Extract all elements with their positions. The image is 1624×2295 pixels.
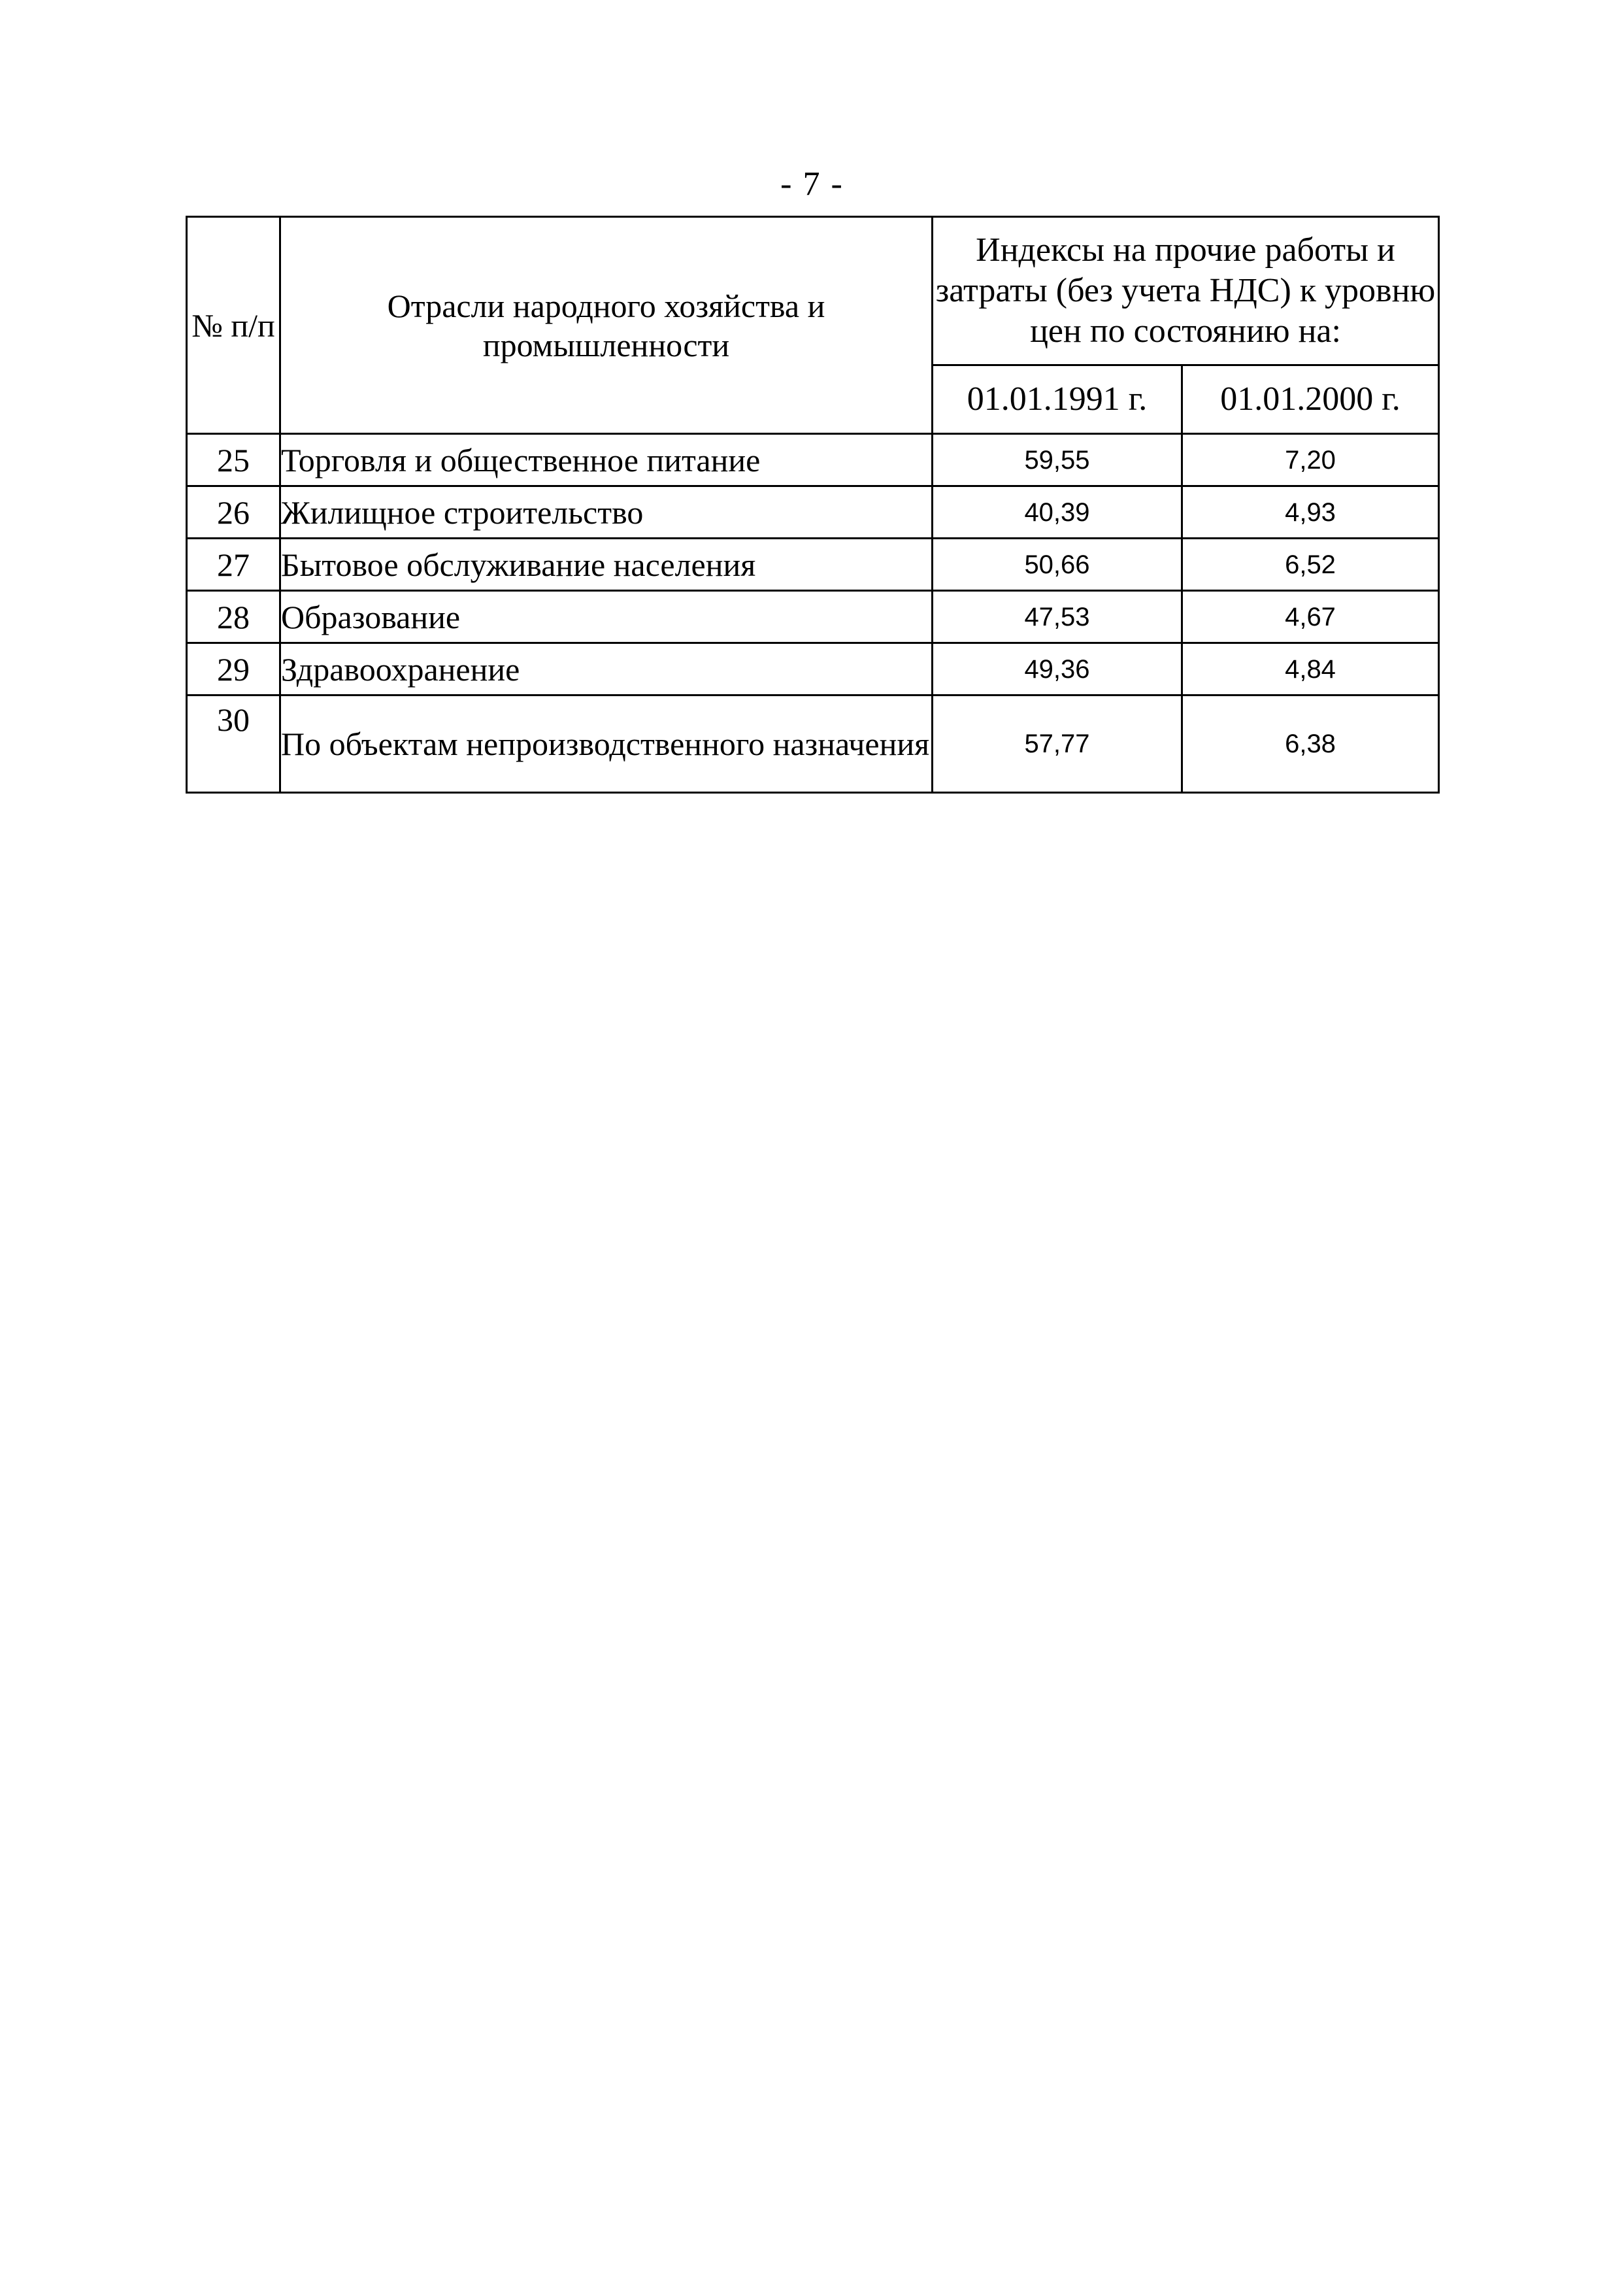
table-row — [187, 486, 1439, 539]
row-number: 27 — [187, 539, 280, 591]
row-index-1991: 49,36 — [933, 643, 1182, 695]
header-number: № п/п — [187, 217, 280, 434]
table-row — [187, 591, 1439, 643]
row-number: 26 — [187, 486, 280, 539]
row-index-2000: 4,84 — [1182, 643, 1439, 695]
row-index-1991: 40,39 — [933, 486, 1182, 539]
row-branch: Торговля и общественное питание — [280, 434, 933, 486]
row-branch: Жилищное строительство — [280, 486, 933, 539]
page-number: - 7 - — [780, 165, 844, 203]
row-number: 29 — [187, 643, 280, 695]
header-date-2000: 01.01.2000 г. — [1182, 365, 1439, 434]
header-index-group: Индексы на прочие работы и затраты (без учета НДС) к уровню цен по состоянию на: — [933, 217, 1439, 365]
row-index-2000: 6,52 — [1182, 539, 1439, 591]
row-index-1991: 59,55 — [933, 434, 1182, 486]
row-index-2000: 6,38 — [1182, 695, 1439, 793]
row-branch: Здравоохранение — [280, 643, 933, 695]
row-index-1991: 57,77 — [933, 695, 1182, 793]
row-index-2000: 4,93 — [1182, 486, 1439, 539]
row-branch: Образование — [280, 591, 933, 643]
row-number: 30 — [187, 695, 280, 793]
row-index-1991: 50,66 — [933, 539, 1182, 591]
table-body — [187, 434, 1439, 793]
table-header — [187, 217, 1439, 434]
table-row — [187, 643, 1439, 695]
table-row — [187, 539, 1439, 591]
header-date-1991: 01.01.1991 г. — [933, 365, 1182, 434]
header-branch: Отрасли народного хозяйства и промышленности — [280, 217, 933, 434]
table-row — [187, 695, 1439, 793]
row-branch: По объектам непроизводственного назначения — [280, 695, 933, 793]
row-branch: Бытовое обслуживание населения — [280, 539, 933, 591]
table-row — [187, 434, 1439, 486]
row-index-1991: 47,53 — [933, 591, 1182, 643]
row-index-2000: 4,67 — [1182, 591, 1439, 643]
row-number: 25 — [187, 434, 280, 486]
row-index-2000: 7,20 — [1182, 434, 1439, 486]
row-number: 28 — [187, 591, 280, 643]
index-table — [186, 216, 1440, 794]
